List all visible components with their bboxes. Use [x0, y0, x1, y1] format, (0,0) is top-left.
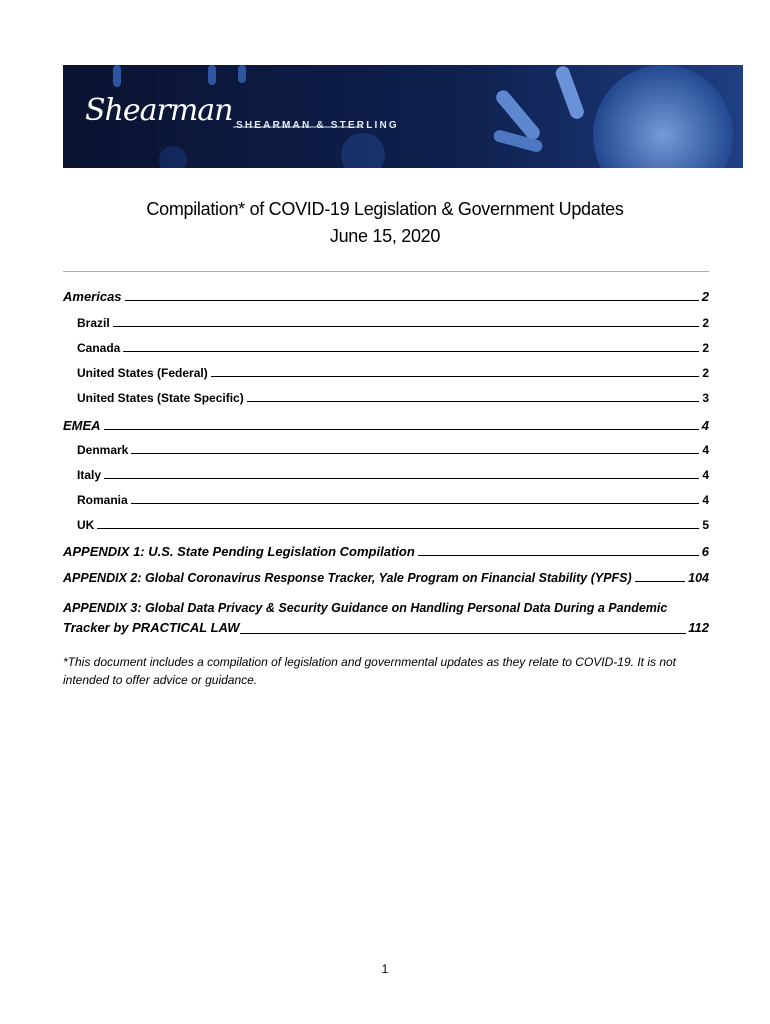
toc-leader — [635, 581, 685, 582]
toc-label: Romania — [77, 493, 128, 507]
toc-label: Italy — [77, 468, 102, 482]
toc-page: 2 — [702, 341, 709, 355]
toc-label: EMEA — [63, 418, 101, 433]
toc-leader — [418, 555, 699, 556]
toc-page: 112 — [688, 620, 709, 635]
toc-label: Americas — [63, 289, 122, 304]
toc-label: UK — [77, 518, 95, 532]
toc-label: United States (Federal) — [77, 366, 208, 380]
toc-label-line1: APPENDIX 3: Global Data Privacy & Security Guidance on Handling Personal Data During a Pandemic — [63, 601, 668, 615]
toc-page: 6 — [701, 544, 709, 559]
toc-leader — [211, 376, 700, 377]
toc-leader — [247, 401, 700, 402]
toc-label: APPENDIX 2: Global Coronavirus Response Tracker, Yale Program on Financial Stability (YPFS) — [63, 571, 632, 585]
toc-leader — [104, 478, 699, 479]
toc-entry-us-state[interactable] — [63, 391, 709, 405]
toc-leader — [125, 300, 699, 301]
toc-page: 4 — [701, 418, 709, 433]
toc-entry-brazil[interactable] — [63, 316, 709, 330]
page-number: 1 — [381, 962, 389, 976]
toc-leader — [123, 351, 699, 352]
toc-page: 2 — [701, 289, 709, 304]
toc-entry-appendix-3[interactable] — [63, 598, 709, 638]
toc-entry-appendix-1[interactable] — [63, 544, 709, 559]
firm-logo-text: SHEARMAN & STERLING — [236, 120, 399, 131]
toc-page: 3 — [702, 391, 709, 405]
disclaimer-note: *This document includes a compilation of legislation and governmental updates as they relate to COVID-19. It is not intended to offer advice or guidance. — [63, 655, 677, 687]
toc-page: 4 — [702, 443, 709, 457]
toc-leader — [113, 326, 700, 327]
toc-entry-americas[interactable] — [63, 289, 709, 304]
toc-page: 5 — [702, 518, 709, 532]
toc-entry-appendix-2[interactable] — [63, 571, 709, 585]
toc-entry-uk[interactable] — [63, 518, 709, 532]
toc-entry-italy[interactable] — [63, 468, 709, 482]
toc-page: 4 — [702, 493, 709, 507]
toc-label: Brazil — [77, 316, 110, 330]
toc-leader — [131, 503, 700, 504]
toc-label: Canada — [77, 341, 121, 355]
document-title: Compilation* of COVID-19 Legislation & Government Updates — [146, 199, 624, 219]
firm-logo-script: Shearman — [85, 93, 233, 128]
header-banner — [63, 65, 743, 168]
toc-page: 104 — [688, 571, 709, 585]
document-date: June 15, 2020 — [329, 226, 441, 246]
toc-leader — [104, 429, 699, 430]
toc-label: APPENDIX 1: U.S. State Pending Legislation Compilation — [63, 544, 415, 559]
toc-label: Denmark — [77, 443, 129, 457]
toc-entry-emea[interactable] — [63, 418, 709, 433]
divider — [63, 271, 709, 272]
toc-leader — [97, 528, 699, 529]
toc-page: 4 — [702, 468, 709, 482]
toc-leader — [240, 633, 687, 634]
toc-page: 2 — [702, 366, 709, 380]
toc-entry-canada[interactable] — [63, 341, 709, 355]
toc-entry-us-federal[interactable] — [63, 366, 709, 380]
toc-entry-romania[interactable] — [63, 493, 709, 507]
toc-label: United States (State Specific) — [77, 391, 244, 405]
toc-label-line2: Tracker by PRACTICAL LAW — [63, 620, 240, 635]
toc-entry-denmark[interactable] — [63, 443, 709, 457]
toc-leader — [131, 453, 699, 454]
toc-page: 2 — [702, 316, 709, 330]
